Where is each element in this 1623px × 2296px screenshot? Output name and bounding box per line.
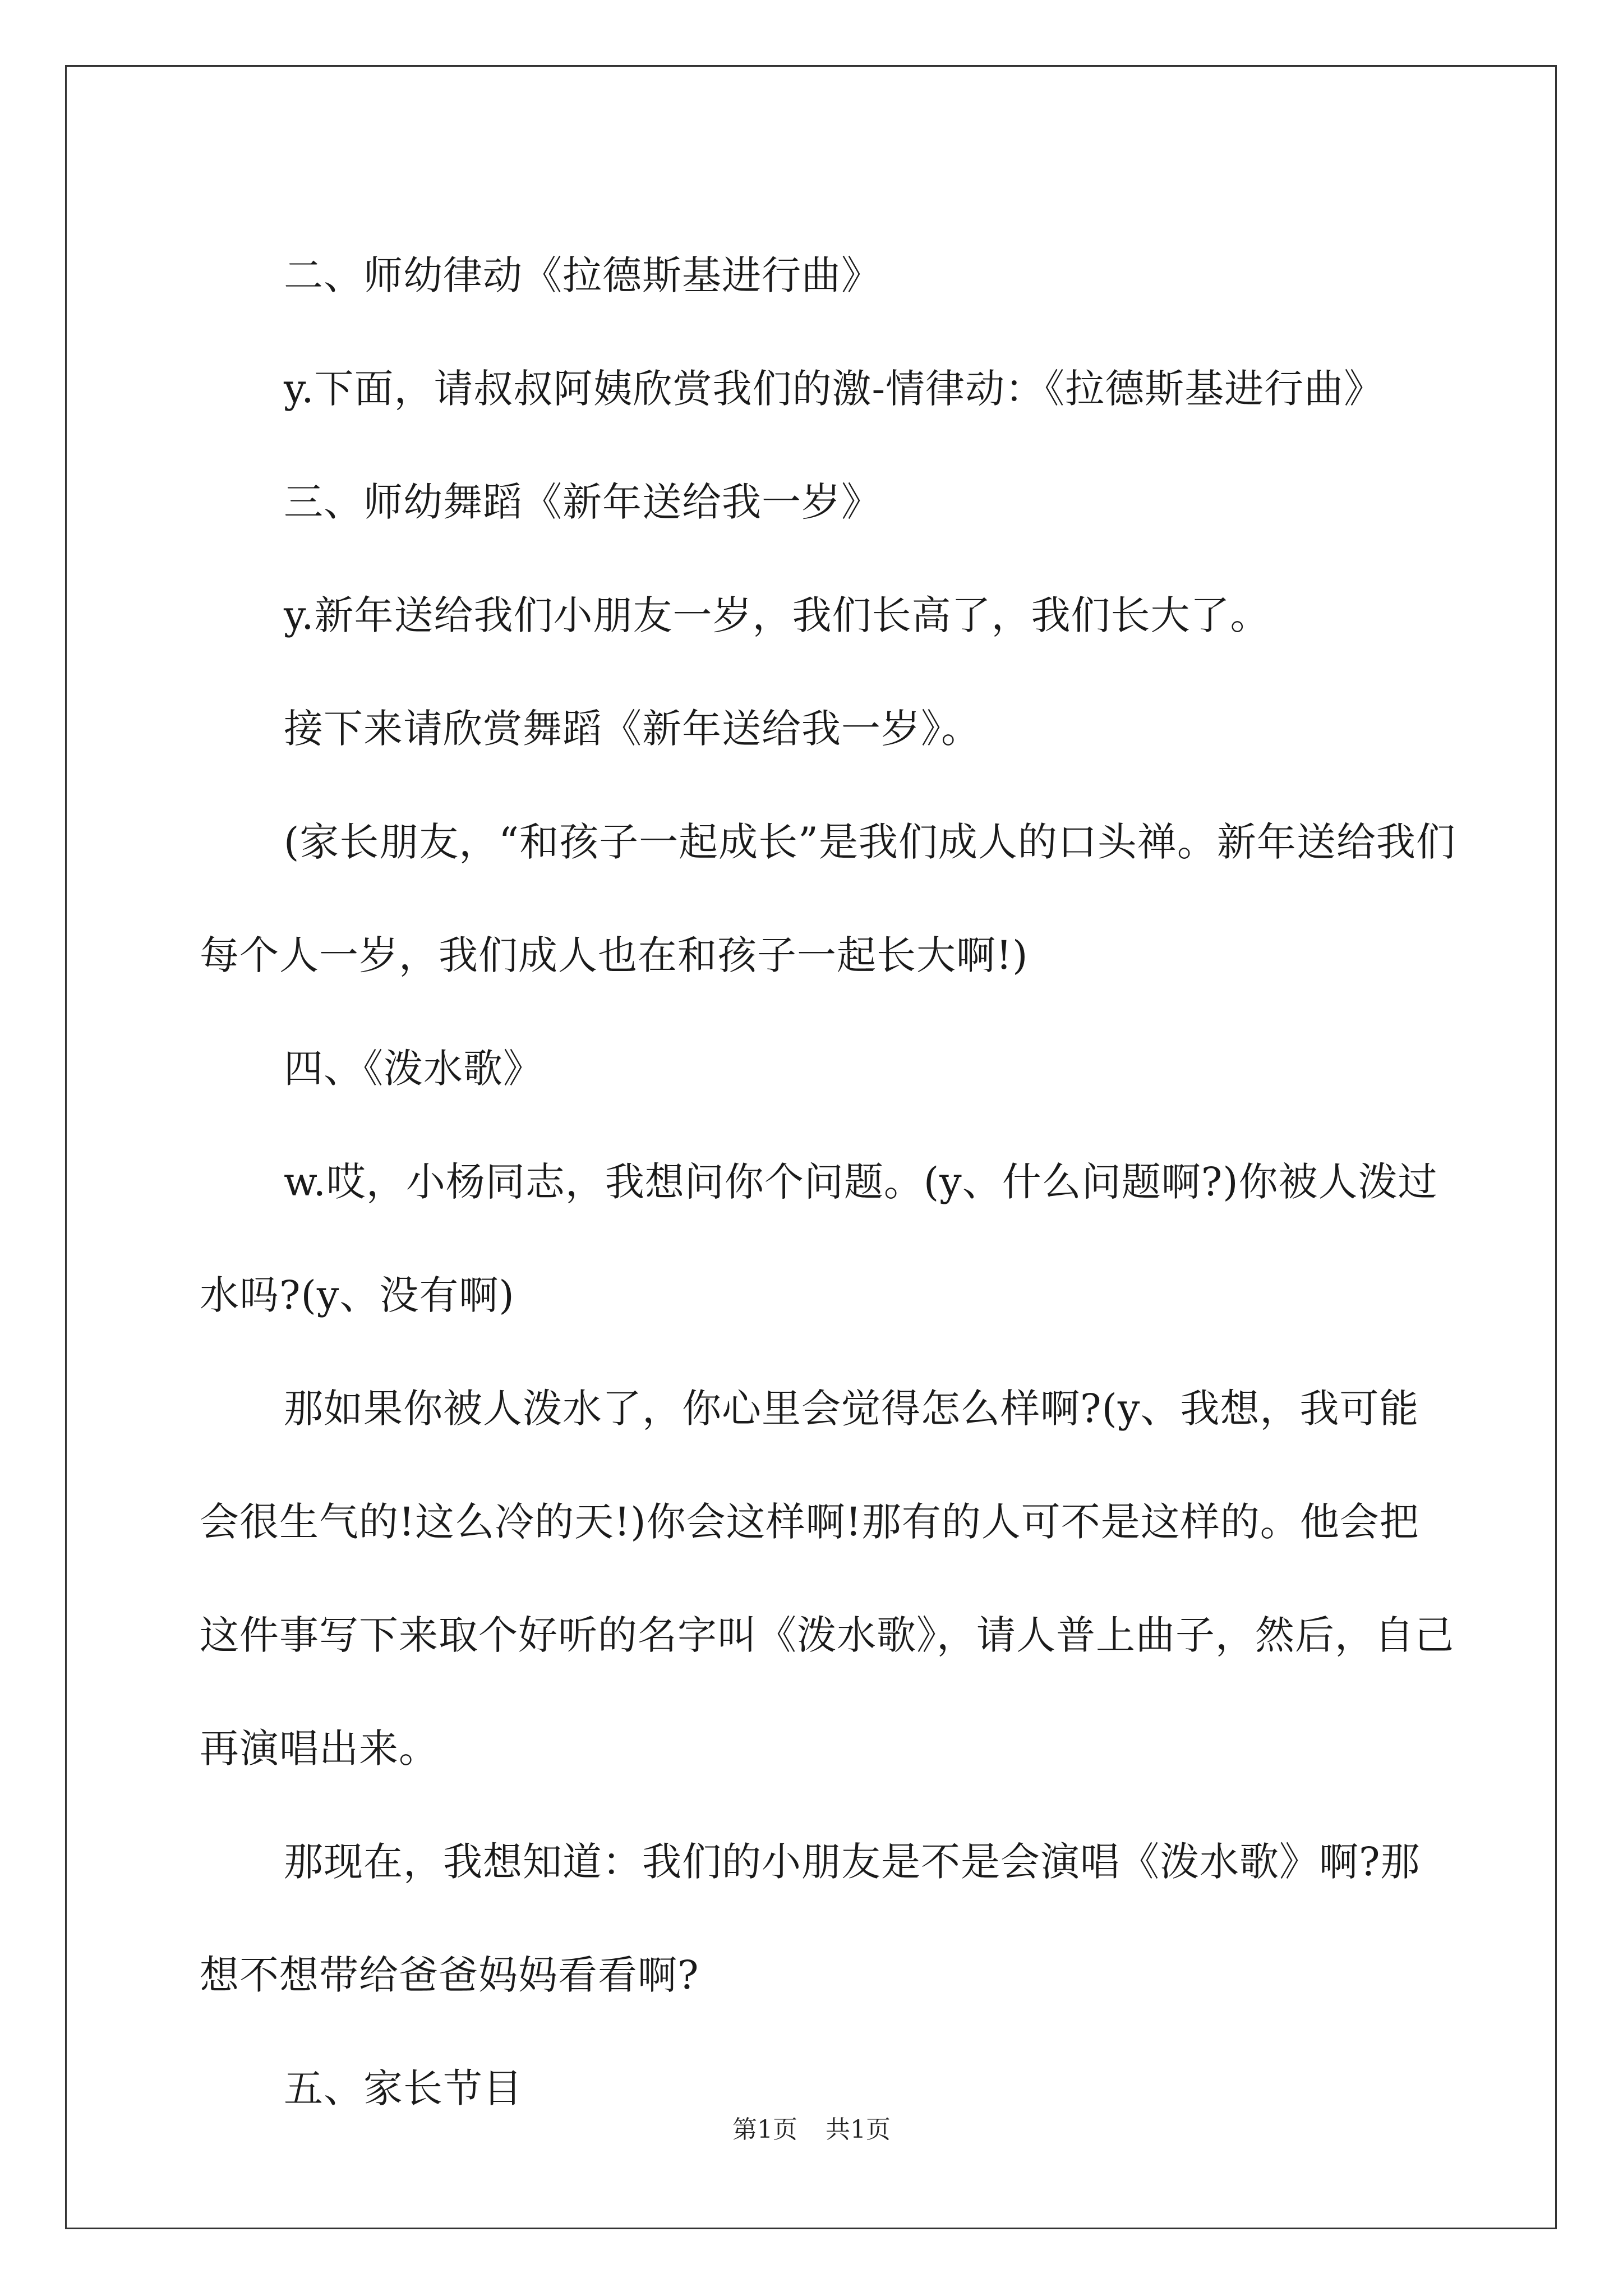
paragraph: 那现在，我想知道：我们的小朋友是不是会演唱《泼水歌》啊?那想不想带给爸爸妈妈看看啊? — [200, 1839, 1421, 1998]
document-body — [200, 219, 1456, 2145]
paragraph-heading-5: 五、家长节目 — [284, 2065, 523, 2111]
paragraph: w.哎，小杨同志，我想问你个问题。(y、什么问题啊?)你被人泼过水吗?(y、没有啊) — [200, 1159, 1438, 1318]
paragraph-heading-4: 四、《泼水歌》 — [284, 1046, 543, 1092]
paragraph: y.新年送给我们小朋友一岁，我们长高了，我们长大了。 — [284, 592, 1270, 638]
paragraph: 那如果你被人泼水了，你心里会觉得怎么样啊?(y、我想，我可能会很生气的!这么冷的天!)你会这样啊!那有的人可不是这样的。他会把这件事写下来取个好听的名字叫《泼水歌》，请人普上曲子，然后，自己再演唱出来。 — [200, 1386, 1454, 1772]
page-total: 共1页 — [826, 2115, 891, 2144]
paragraph: (家长朋友，“和孩子一起成长”是我们成人的口头禅。新年送给我们每个人一岁，我们成人也在和孩子一起长大啊!) — [200, 819, 1456, 978]
page-number: 第1页 — [732, 2115, 797, 2144]
paragraph-heading-2: 二、师幼律动《拉德斯基进行曲》 — [284, 252, 881, 298]
paragraph: y.下面，请叔叔阿姨欣赏我们的激-情律动：《拉德斯基进行曲》 — [284, 366, 1384, 412]
page-footer — [0, 2109, 1623, 2145]
paragraph: 接下来请欣赏舞蹈《新年送给我一岁》。 — [284, 706, 981, 752]
paragraph-heading-3: 三、师幼舞蹈《新年送给我一岁》 — [284, 479, 881, 525]
